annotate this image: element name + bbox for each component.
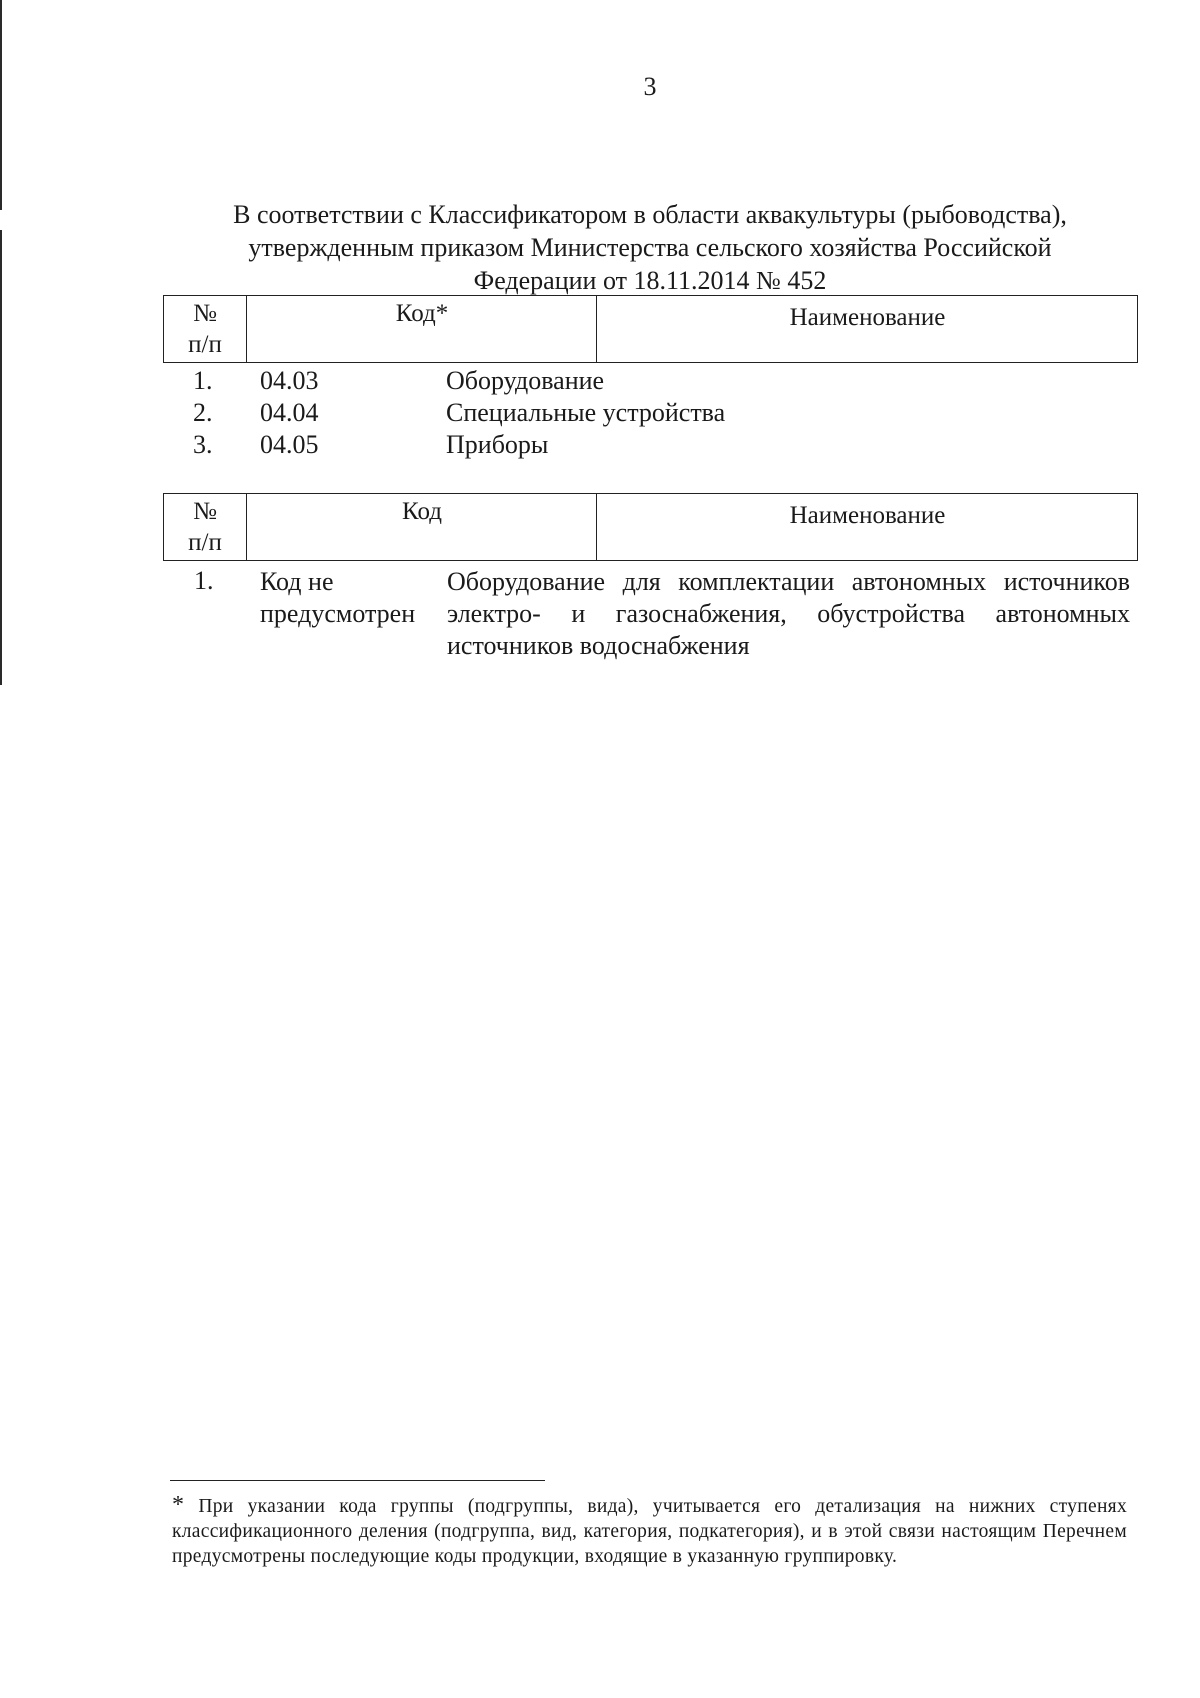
header-number <box>164 496 246 558</box>
row-number: 1. <box>193 366 213 395</box>
header-name: Наименование <box>789 502 946 529</box>
table-row <box>163 366 1138 398</box>
header-number <box>164 298 246 360</box>
header-code: Код <box>402 498 442 525</box>
table2-header <box>163 493 1138 561</box>
row-code: 04.03 <box>260 366 319 395</box>
heading-line: утвержденным приказом Министерства сельского хозяйства Российской <box>248 233 1052 262</box>
header-number-line: № <box>193 300 217 327</box>
row-number: 2. <box>193 398 213 427</box>
header-code: Код* <box>395 300 449 327</box>
row-name: Оборудование <box>446 366 605 395</box>
footnote <box>172 1493 1127 1569</box>
heading-line: В соответствии с Классификатором в области аквакультуры (рыбоводства), <box>233 200 1067 229</box>
row-code-line: предусмотрен <box>260 599 416 628</box>
table-row <box>163 398 1138 430</box>
footnote-marker: * <box>172 1492 185 1518</box>
document-heading <box>150 198 1150 297</box>
row-code <box>260 566 415 630</box>
header-name: Наименование <box>789 304 946 331</box>
scan-edge-line <box>0 230 2 685</box>
row-number: 1. <box>194 566 214 595</box>
header-number-line: п/п <box>188 529 222 556</box>
row-code: 04.05 <box>260 430 319 459</box>
row-name: Специальные устройства <box>446 398 726 427</box>
row-code: 04.04 <box>260 398 319 427</box>
footnote-separator <box>170 1480 545 1481</box>
row-name: Оборудование для комплектации автономных источников электро- и газоснабжения, обустройства автономных источников водоснабжения <box>447 567 1130 660</box>
row-code-line: Код не <box>260 567 334 596</box>
header-number-line: п/п <box>188 331 222 358</box>
header-number-line: № <box>193 498 217 525</box>
scan-edge-line <box>0 0 2 210</box>
table1-header <box>163 295 1138 363</box>
row-name: Приборы <box>446 430 549 459</box>
page-number: 3 <box>643 72 657 101</box>
footnote-text: При указании кода группы (подгруппы, вида), учитывается его детализация на нижних ступенях классификационного деления (подгруппа, вид, категория, подкатегория), и в этой связи настоящим Перечнем предусмотрены последующие коды продукции, входящие в указанную группировку. <box>172 1496 1127 1567</box>
row-number: 3. <box>193 430 213 459</box>
table-row <box>163 430 1138 462</box>
heading-line: Федерации от 18.11.2014 № 452 <box>473 266 827 295</box>
